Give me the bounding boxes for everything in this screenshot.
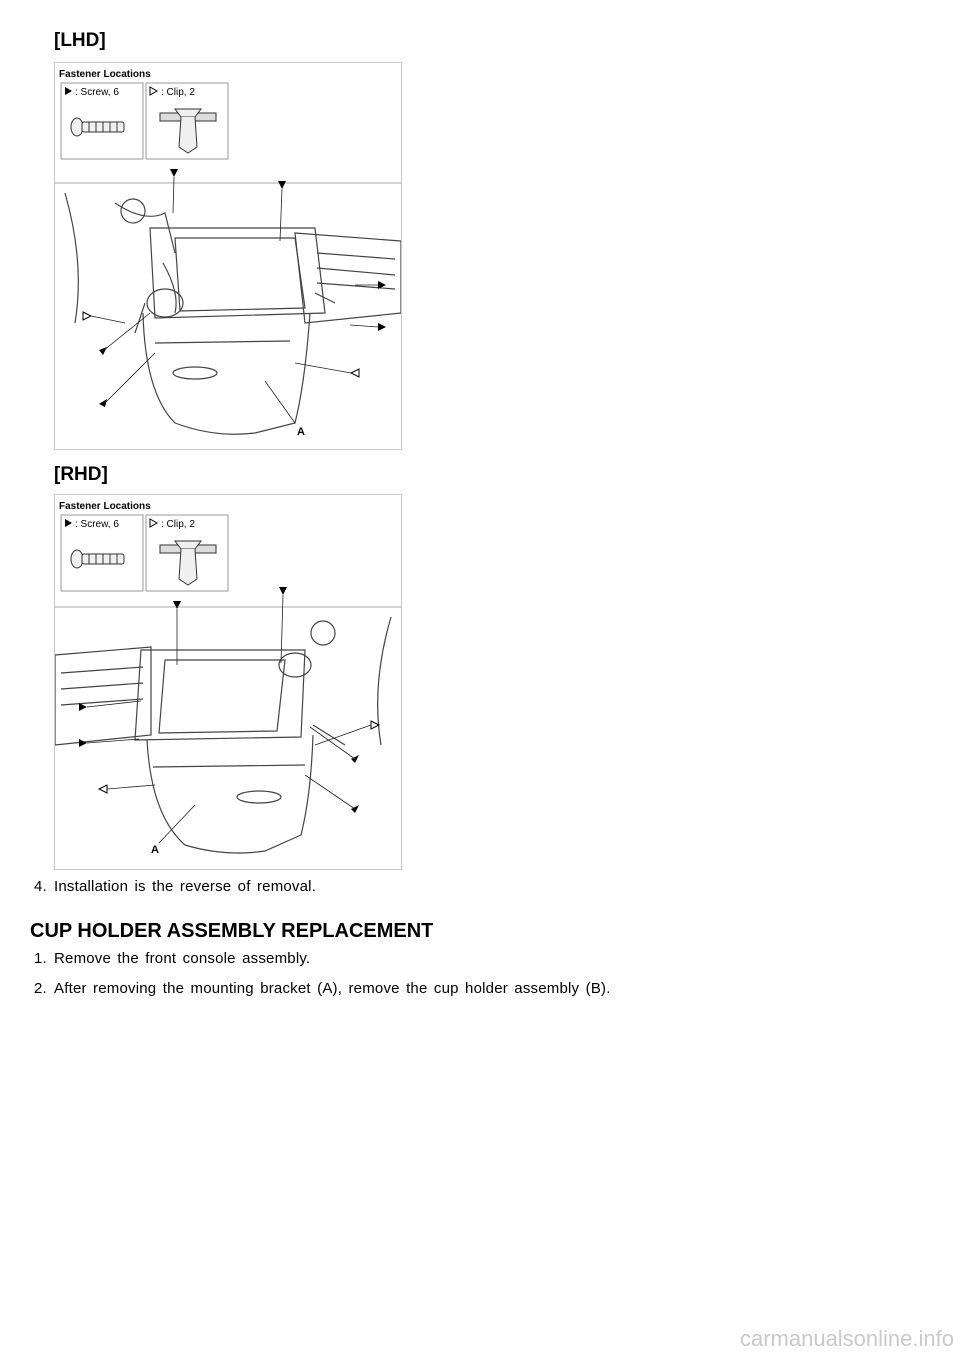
step-number: 1. [34, 950, 47, 967]
rhd-screw-markers [79, 587, 359, 813]
step-number: 4. [34, 878, 47, 895]
step-text: Installation is the reverse of removal. [54, 878, 317, 895]
clip-marker-icon [150, 87, 157, 95]
rhd-leader-lines [87, 595, 371, 843]
clip-icon [160, 109, 216, 153]
clip-icon [160, 541, 216, 585]
lhd-callout-a: A [297, 426, 305, 438]
step-number: 2. [34, 980, 47, 997]
lhd-diagram [55, 63, 401, 449]
rhd-screw-label: : Screw, 6 [75, 519, 119, 530]
screw-icon [71, 118, 124, 136]
step-item [34, 950, 310, 967]
rhd-heading: [RHD] [54, 464, 108, 485]
watermark: carmanualsonline.info [739, 1326, 954, 1351]
lhd-legend-title: Fastener Locations [59, 69, 151, 80]
lhd-leader-lines [91, 177, 378, 423]
section-title: CUP HOLDER ASSEMBLY REPLACEMENT [30, 920, 434, 942]
rhd-diagram [55, 495, 401, 869]
lhd-screw-label: : Screw, 6 [75, 87, 119, 98]
lhd-clip-label: : Clip, 2 [161, 87, 195, 98]
screw-marker-icon [65, 87, 72, 95]
rhd-callout-a: A [151, 844, 159, 856]
step-item [34, 980, 611, 997]
rhd-figure [54, 494, 402, 870]
step-text: Remove the front console assembly. [54, 950, 311, 967]
rhd-console-drawing [55, 607, 401, 853]
clip-marker-icon [150, 519, 157, 527]
lhd-heading: [LHD] [54, 30, 106, 51]
lhd-figure [54, 62, 402, 450]
screw-icon [71, 550, 124, 568]
step-item [34, 878, 316, 895]
rhd-clip-label: : Clip, 2 [161, 519, 195, 530]
lhd-console-drawing [55, 183, 401, 434]
rhd-legend-title: Fastener Locations [59, 501, 151, 512]
screw-marker-icon [65, 519, 72, 527]
step-text: After removing the mounting bracket (A), remove the cup holder assembly (B). [54, 980, 611, 997]
